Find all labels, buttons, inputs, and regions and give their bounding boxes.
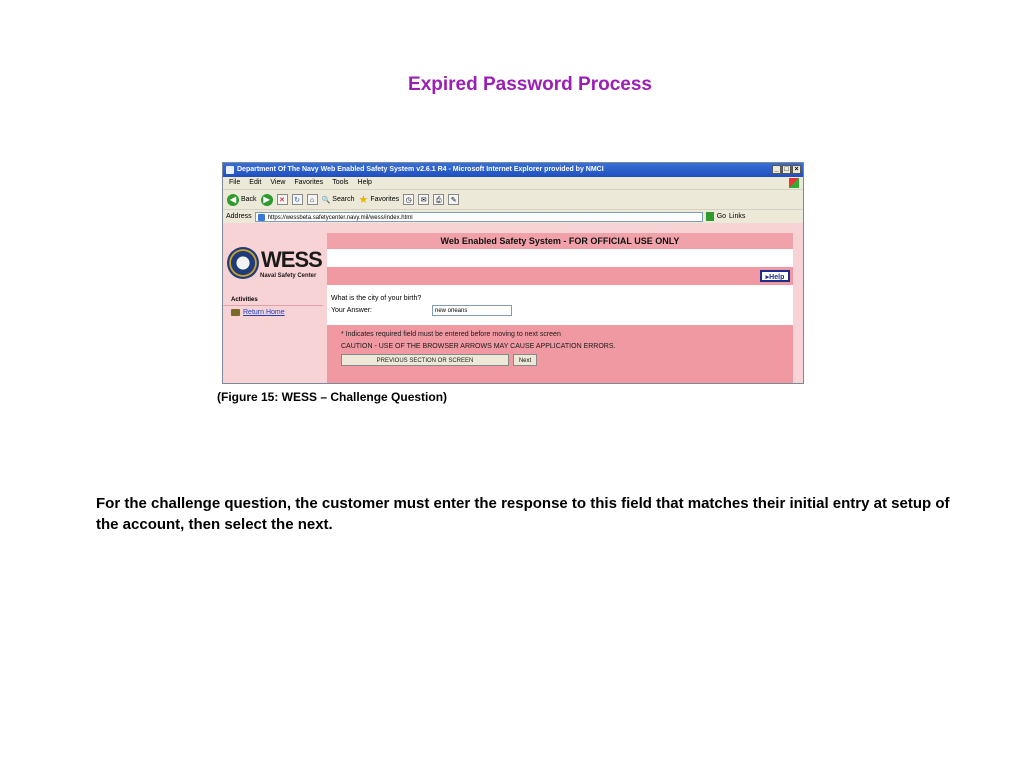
window-title: Department Of The Navy Web Enabled Safety System v2.6.1 R4 - Microsoft Internet Explorer provided by NMCI <box>237 166 604 173</box>
menu-file[interactable]: File <box>229 179 241 186</box>
wess-logo-subtitle: Naval Safety Center <box>260 273 317 279</box>
wess-page <box>223 223 803 383</box>
url-field[interactable]: https://wessbeta.safetycenter.navy.mil/wess/index.html <box>255 212 703 222</box>
return-home-link[interactable]: Return Home <box>223 306 323 316</box>
answer-input[interactable] <box>432 305 512 316</box>
history-icon[interactable]: ◷ <box>403 194 414 205</box>
maximize-icon[interactable]: □ <box>782 165 791 174</box>
minimize-icon[interactable]: _ <box>772 165 781 174</box>
menu-edit[interactable]: Edit <box>249 179 262 186</box>
previous-button[interactable]: PREVIOUS SECTION OR SCREEN <box>341 354 509 366</box>
menu-bar <box>223 177 803 190</box>
challenge-question: What is the city of your birth? <box>331 295 422 302</box>
print-icon[interactable]: ⎙ <box>433 194 444 205</box>
wess-logo <box>225 245 323 289</box>
menu-view[interactable]: View <box>270 179 286 186</box>
next-button[interactable]: Next <box>513 354 537 366</box>
mail-icon[interactable]: ✉ <box>418 194 429 205</box>
back-arrow-icon: ◀ <box>227 194 239 206</box>
go-button[interactable]: Go <box>716 213 727 220</box>
sidebar-heading: Activities <box>223 295 323 306</box>
form-footer <box>327 325 793 383</box>
help-button[interactable]: ▸Help <box>760 270 790 282</box>
challenge-form <box>327 285 793 325</box>
slide-title: Expired Password Process <box>408 74 652 95</box>
favorites-button[interactable]: ★ Favorites <box>358 194 400 206</box>
search-button[interactable]: 🔍 Search <box>321 196 355 204</box>
help-band <box>327 267 793 285</box>
forward-button[interactable]: ▶ <box>261 194 273 206</box>
required-note: * Indicates required field must be entered before moving to next screen <box>341 331 561 338</box>
search-icon: 🔍 <box>321 196 331 204</box>
window-titlebar <box>223 163 803 177</box>
caution-note: CAUTION - USE OF THE BROWSER ARROWS MAY CAUSE APPLICATION ERRORS. <box>341 343 616 350</box>
menu-tools[interactable]: Tools <box>332 179 349 186</box>
sidebar <box>223 295 323 381</box>
wess-logo-text: WESS <box>261 247 322 272</box>
go-arrow-icon[interactable] <box>706 212 714 221</box>
stop-icon[interactable]: ✕ <box>277 194 288 205</box>
refresh-icon[interactable]: ↻ <box>292 194 303 205</box>
figure-caption: (Figure 15: WESS – Challenge Question) <box>217 390 448 404</box>
ie-icon <box>226 166 234 174</box>
toolbar <box>223 190 803 210</box>
star-icon: ★ <box>358 194 369 206</box>
home-icon[interactable]: ⌂ <box>307 194 318 205</box>
home-link-icon <box>231 309 240 316</box>
edit-icon[interactable]: ✎ <box>448 194 459 205</box>
address-label: Address <box>226 213 252 220</box>
body-text: For the challenge question, the customer must enter the response to this field that matches their initial entry at setup of the account, then select the next. <box>96 495 950 533</box>
navy-seal-icon <box>227 247 259 279</box>
menu-favorites[interactable]: Favorites <box>294 179 324 186</box>
back-button[interactable]: ◀ Back <box>227 194 257 206</box>
browser-window-screenshot <box>222 162 804 384</box>
windows-logo-icon <box>789 178 799 188</box>
links-button[interactable]: Links <box>729 213 746 220</box>
wess-header: Web Enabled Safety System - FOR OFFICIAL USE ONLY <box>327 233 793 249</box>
answer-label: Your Answer: <box>331 307 372 314</box>
menu-help[interactable]: Help <box>357 179 372 186</box>
header-spacer <box>327 249 793 267</box>
window-controls <box>772 165 801 174</box>
close-icon[interactable]: × <box>792 165 801 174</box>
address-bar <box>223 210 803 223</box>
